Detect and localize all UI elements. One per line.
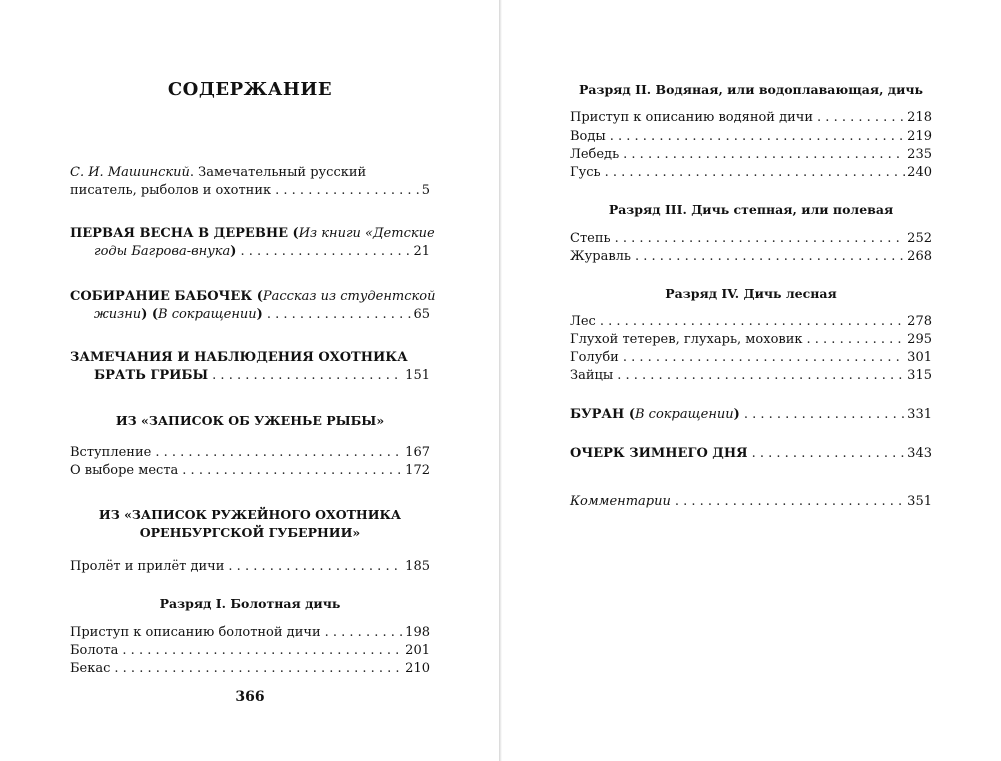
leader-dots xyxy=(744,405,905,424)
entry-note: В сокращении xyxy=(635,407,734,422)
leader-dots xyxy=(807,330,906,349)
section-heading-ruzhye-line2: ОРЕНБУРГСКОЙ ГУБЕРНИИ» xyxy=(139,525,361,540)
page-number: 210 xyxy=(405,661,430,676)
toc-entry-sobiranie-line1 xyxy=(70,287,435,306)
paren: ( xyxy=(624,407,635,422)
leader-dots xyxy=(114,659,403,678)
page-number: 167 xyxy=(405,445,430,460)
page-number: 198 xyxy=(405,625,430,640)
paren: ( xyxy=(288,226,299,241)
leader-dots xyxy=(240,242,411,261)
toc-entry-step[interactable] xyxy=(570,229,932,248)
section-heading-ryby: ИЗ «ЗАПИСОК ОБ УЖЕНЬЕ РЫБЫ» xyxy=(115,413,385,428)
toc-entry-pristup-vodyanoy[interactable] xyxy=(570,108,932,127)
toc-entry-buran[interactable] xyxy=(570,405,932,424)
page-number: 151 xyxy=(405,368,430,383)
page-number: 235 xyxy=(907,147,932,162)
entry-text: Бекас xyxy=(70,661,111,676)
page-number: 331 xyxy=(907,407,932,422)
section-heading-razryad-1: Разряд I. Болотная дичь xyxy=(159,596,341,611)
page-number: 240 xyxy=(907,165,932,180)
author-name: С. И. Машинский xyxy=(70,165,190,180)
entry-text: . Замечательный русский xyxy=(189,165,367,180)
toc-entry-bolota[interactable] xyxy=(70,641,430,660)
toc-entry-kommentarii[interactable] xyxy=(570,492,932,511)
toc-entry-pervaya-vesna-line1 xyxy=(70,224,435,243)
toc-entry-ocherk[interactable] xyxy=(570,444,932,463)
paren: ) xyxy=(256,307,263,322)
leader-dots xyxy=(228,557,403,576)
page-number: 201 xyxy=(405,643,430,658)
page-number: 218 xyxy=(907,110,932,125)
entry-title: БРАТЬ ГРИБЫ xyxy=(94,368,209,383)
leader-dots xyxy=(617,366,905,385)
entry-title: БУРАН xyxy=(570,407,625,422)
page-number: 278 xyxy=(907,314,932,329)
leader-dots xyxy=(623,145,905,164)
page-number: 65 xyxy=(413,307,430,322)
entry-text: Зайцы xyxy=(570,368,614,383)
leader-dots xyxy=(675,492,905,511)
leader-dots xyxy=(605,163,906,182)
left-page xyxy=(0,0,499,761)
toc-entry-zamechaniya-line1: ЗАМЕЧАНИЯ И НАБЛЮДЕНИЯ ОХОТНИКА xyxy=(70,350,408,365)
toc-entry-mashinsky-line1 xyxy=(70,163,366,182)
entry-title: СОБИРАНИЕ БАБОЧЕК xyxy=(70,289,253,304)
entry-text: Степь xyxy=(570,231,611,246)
entry-note: годы Багрова-внука xyxy=(94,244,231,259)
section-heading-razryad-4: Разряд IV. Дичь лесная xyxy=(665,286,837,301)
page-number: 172 xyxy=(405,463,430,478)
entry-note: Рассказ из студентской xyxy=(262,289,436,304)
leader-dots xyxy=(325,623,404,642)
page-number: 343 xyxy=(907,446,932,461)
toc-entry-sobiranie[interactable] xyxy=(94,305,430,324)
entry-text: Лебедь xyxy=(570,147,620,162)
toc-entry-vstuplenie[interactable] xyxy=(70,443,430,462)
leader-dots xyxy=(610,127,905,146)
page-number: 295 xyxy=(907,332,932,347)
entry-note: В сокращении xyxy=(158,307,257,322)
right-page xyxy=(502,0,1001,761)
toc-entry-les[interactable] xyxy=(570,312,932,331)
toc-entry-prolyot[interactable] xyxy=(70,557,430,576)
toc-entry-o-vybore-mesta[interactable] xyxy=(70,461,430,480)
page-number: 5 xyxy=(421,183,430,198)
page-title: СОДЕРЖАНИЕ xyxy=(167,79,333,100)
leader-dots xyxy=(267,305,412,324)
entry-title: ПЕРВАЯ ВЕСНА В ДЕРЕВНЕ xyxy=(70,226,289,241)
page-number: 301 xyxy=(907,350,932,365)
page-number: 185 xyxy=(405,559,430,574)
toc-entry-bekas[interactable] xyxy=(70,659,430,678)
entry-text: писатель, рыболов и охотник xyxy=(70,183,272,198)
page-number: 315 xyxy=(907,368,932,383)
entry-text: Гусь xyxy=(570,165,601,180)
toc-entry-pervaya-vesna[interactable] xyxy=(94,242,430,261)
entry-text: Приступ к описанию болотной дичи xyxy=(70,625,321,640)
leader-dots xyxy=(635,247,905,266)
toc-entry-zaytsy[interactable] xyxy=(570,366,932,385)
entry-text: Вступление xyxy=(70,445,152,460)
toc-entry-pristup-bolotnoy[interactable] xyxy=(70,623,430,642)
toc-entry-lebed[interactable] xyxy=(570,145,932,164)
section-heading-ruzhye-line1: ИЗ «ЗАПИСОК РУЖЕЙНОГО ОХОТНИКА xyxy=(98,507,402,522)
section-heading-razryad-2: Разряд II. Водяная, или водоплавающая, дичь xyxy=(578,82,924,97)
leader-dots xyxy=(623,348,905,367)
entry-note: Из книги «Детские xyxy=(298,226,435,241)
paren: ) xyxy=(733,407,740,422)
leader-dots xyxy=(600,312,905,331)
entry-text: О выборе места xyxy=(70,463,179,478)
leader-dots xyxy=(212,366,403,385)
toc-entry-vody[interactable] xyxy=(570,127,932,146)
page-number: 21 xyxy=(413,244,430,259)
leader-dots xyxy=(182,461,403,480)
entry-text: Лес xyxy=(570,314,596,329)
paren: ) ( xyxy=(141,307,159,322)
leader-dots xyxy=(817,108,905,127)
leader-dots xyxy=(752,444,906,463)
page-number-footer: 366 xyxy=(235,689,265,705)
page-number: 252 xyxy=(907,231,932,246)
entry-text: Воды xyxy=(570,129,606,144)
entry-text: Комментарии xyxy=(570,494,671,509)
entry-text: Приступ к описанию водяной дичи xyxy=(570,110,814,125)
entry-text: Голуби xyxy=(570,350,619,365)
paren: ) xyxy=(230,244,237,259)
toc-entry-zamechaniya[interactable] xyxy=(94,366,430,385)
section-heading-razryad-3: Разряд III. Дичь степная, или полевая xyxy=(608,202,894,217)
toc-entry-gus[interactable] xyxy=(570,163,932,182)
leader-dots xyxy=(615,229,906,248)
entry-note: жизни xyxy=(94,307,142,322)
entry-title: ОЧЕРК ЗИМНЕГО ДНЯ xyxy=(570,446,748,461)
page-number: 219 xyxy=(907,129,932,144)
leader-dots xyxy=(122,641,403,660)
toc-entry-zhuravl[interactable] xyxy=(570,247,932,266)
entry-text: Болота xyxy=(70,643,119,658)
leader-dots xyxy=(275,181,420,200)
toc-entry-glukhoy-teterev[interactable] xyxy=(570,330,932,349)
entry-text: Пролёт и прилёт дичи xyxy=(70,559,225,574)
entry-text: Глухой тетерев, глухарь, моховик xyxy=(570,332,803,347)
toc-entry-mashinsky[interactable] xyxy=(70,181,430,200)
page-number: 351 xyxy=(907,494,932,509)
paren: ( xyxy=(252,289,263,304)
leader-dots xyxy=(155,443,403,462)
page-number: 268 xyxy=(907,249,932,264)
toc-entry-golubi[interactable] xyxy=(570,348,932,367)
entry-text: Журавль xyxy=(570,249,631,264)
